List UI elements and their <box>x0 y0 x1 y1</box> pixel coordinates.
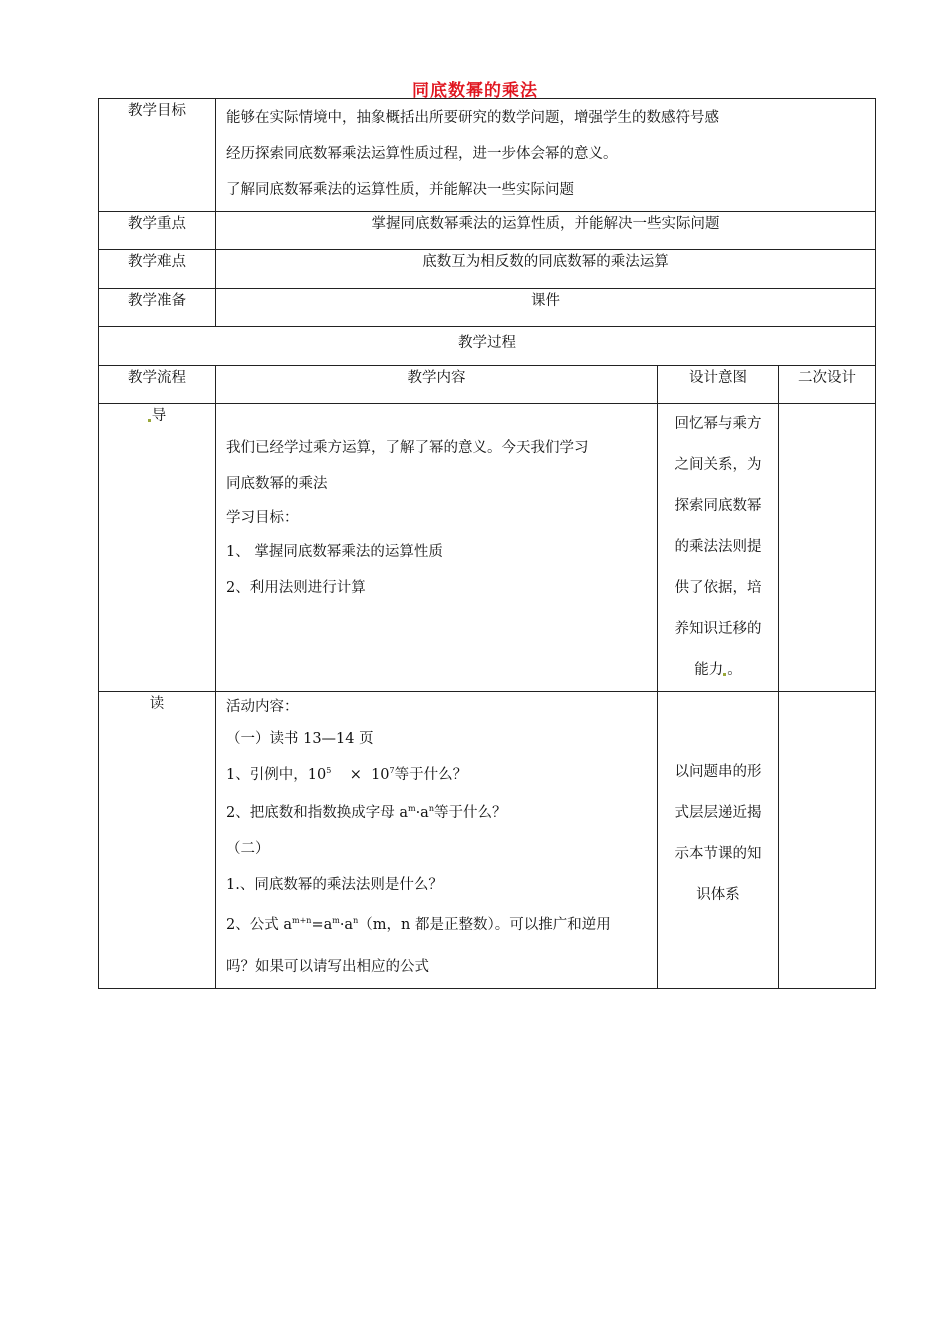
du-line: （一）读书 13—14 页 <box>226 731 374 747</box>
du-line: 2、公式 $a^{m+n}=a^m\cdot a^n(m$，n 都是正整数）。可以推广和逆用 <box>226 916 611 933</box>
header-content: 教学内容 <box>216 366 658 404</box>
dao-intent <box>658 404 779 692</box>
dao-label-text: 导 <box>151 408 167 424</box>
intent-line: 回忆幂与乘方 <box>674 416 762 432</box>
row-header <box>99 366 876 404</box>
du-line: （二） <box>226 841 270 857</box>
du-second <box>779 692 876 989</box>
dao-content <box>216 404 658 692</box>
difficulty-content: 底数互为相反数的同底数幂的乘法运算 <box>216 250 876 289</box>
du-line: 活动内容： <box>226 699 299 715</box>
prep-label: 教学准备 <box>99 289 216 327</box>
goal-line: 能够在实际情境中，抽象概括出所要研究的数学问题，增强学生的数感符号感 <box>226 110 719 126</box>
intent-line: 之间关系，为 <box>674 457 762 473</box>
row-prep <box>99 289 876 327</box>
header-flow: 教学流程 <box>99 366 216 404</box>
process-heading: 教学过程 <box>99 327 876 366</box>
intent-period: 。 <box>727 662 742 678</box>
dao-label <box>99 404 216 692</box>
du-content <box>216 692 658 989</box>
row-difficulty <box>99 250 876 289</box>
row-goals <box>99 99 876 212</box>
intent-line: 的乘法法则提 <box>674 539 762 555</box>
intent-line <box>658 650 778 691</box>
row-key <box>99 212 876 250</box>
du-line: 1.、同底数幂的乘法法则是什么？ <box>226 877 443 893</box>
row-du <box>99 692 876 989</box>
row-dao <box>99 404 876 692</box>
intent-line: 探索同底数幂 <box>674 498 762 514</box>
header-intent: 设计意图 <box>658 366 779 404</box>
du-label: 读 <box>99 692 216 989</box>
goal-line: 了解同底数幂乘法的运算性质，并能解决一些实际问题 <box>226 182 574 198</box>
intent-line: 识体系 <box>696 887 740 903</box>
dao-line: 1、 掌握同底数幂乘法的运算性质 <box>226 544 443 560</box>
lesson-plan-table <box>98 98 876 989</box>
marker-dot <box>723 673 726 676</box>
du-line: 1、引例中，$10^5$ × $10^7$等于什么？ <box>226 766 468 783</box>
du-intent <box>658 692 779 989</box>
intent-line: 示本节课的知 <box>674 846 762 862</box>
goal-line: 经历探索同底数幂乘法运算性质过程，进一步体会幂的意义。 <box>226 146 618 162</box>
goals-label: 教学目标 <box>99 99 216 212</box>
key-content: 掌握同底数幂乘法的运算性质，并能解决一些实际问题 <box>216 212 876 250</box>
page-title: 同底数幂的乘法 <box>412 81 538 101</box>
difficulty-label: 教学难点 <box>99 250 216 289</box>
dao-line: 我们已经学过乘方运算，了解了幂的意义。今天我们学习 <box>226 440 589 456</box>
goals-content <box>216 99 876 212</box>
dao-line: 同底数幂的乘法 <box>226 476 328 492</box>
marker-dot <box>148 419 151 422</box>
header-second: 二次设计 <box>779 366 876 404</box>
dao-line: 2、利用法则进行计算 <box>226 580 366 596</box>
du-line: 2、把底数和指数换成字母 $a^m\cdot a^n$等于什么？ <box>226 804 507 821</box>
dao-line: 学习目标： <box>226 510 299 526</box>
intent-line: 供了依据，培 <box>674 580 762 596</box>
du-line: 吗？如果可以请写出相应的公式 <box>226 959 429 975</box>
prep-content: 课件 <box>216 289 876 327</box>
key-label: 教学重点 <box>99 212 216 250</box>
row-process <box>99 327 876 366</box>
intent-line: 以问题串的形 <box>674 764 762 780</box>
intent-line: 养知识迁移的 <box>674 621 762 637</box>
intent-line: 式层层递近揭 <box>674 805 762 821</box>
intent-text: 能力 <box>694 662 724 678</box>
dao-second <box>779 404 876 692</box>
